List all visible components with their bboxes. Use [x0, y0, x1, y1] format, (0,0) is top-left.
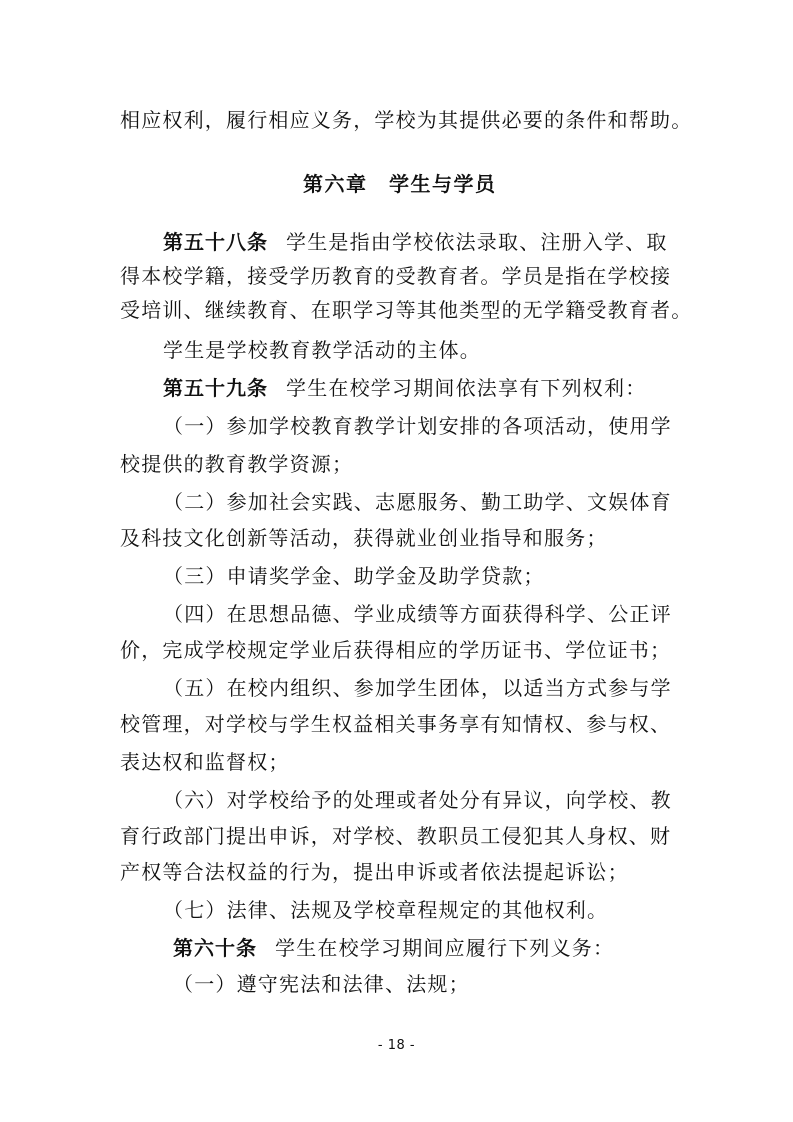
article-58-line-2: 得本校学籍，接受学历教育的受教育者。学员是指在学校接: [120, 264, 672, 288]
chapter-title: 第六章 学生与学员: [303, 172, 497, 196]
article-59-item-1a: （一）参加学校教育教学计划安排的各项活动，使用学: [163, 414, 672, 438]
article-59-item-4a: （四）在思想品德、学业成绩等方面获得科学、公正评: [163, 602, 672, 626]
article-59-item-2a: （二）参加社会实践、志愿服务、勤工助学、文娱体育: [163, 490, 672, 514]
article-59-item-2b: 及科技文化创新等活动，获得就业创业指导和服务；: [120, 526, 608, 550]
continuation-paragraph: 相应权利，履行相应义务，学校为其提供必要的条件和帮助。: [120, 108, 693, 132]
article-60-intro: 学生在校学习期间应履行下列义务：: [275, 936, 615, 960]
article-59-item-4b: 价，完成学校规定学业后获得相应的学历证书、学位证书；: [120, 638, 672, 662]
article-59-item-6c: 产权等合法权益的行为，提出申诉或者依法提起诉讼；: [120, 860, 629, 884]
article-59-intro: 学生在校学习期间依法享有下列权利：: [286, 376, 647, 400]
article-59-heading: 第五十九条: [163, 376, 268, 400]
article-58-line-4: 学生是学校教育教学活动的主体。: [163, 338, 481, 362]
article-59-item-1b: 校提供的教育教学资源；: [120, 452, 354, 476]
article-58-line-3: 受培训、继续教育、在职学习等其他类型的无学籍受教育者。: [120, 298, 693, 322]
article-58-line-1: [163, 230, 668, 254]
article-58-heading: 第五十八条: [163, 230, 268, 254]
article-59-line-1: [163, 376, 646, 400]
article-59-item-5b: 校管理，对学校与学生权益相关事务享有知情权、参与权、: [120, 712, 672, 736]
article-60-heading: 第六十条: [173, 936, 257, 960]
article-59-item-7: （七）法律、法规及学校章程规定的其他权利。: [163, 898, 609, 922]
article-59-item-5c: 表达权和监督权；: [120, 750, 290, 774]
article-60-item-1: （一）遵守宪法和法律、法规；: [173, 972, 470, 996]
page-number: - 18 -: [377, 1038, 416, 1053]
article-58-text: 学生是指由学校依法录取、注册入学、取: [286, 230, 668, 254]
article-59-item-6a: （六）对学校给予的处理或者处分有异议，向学校、教: [163, 788, 672, 812]
article-59-item-3: （三）申请奖学金、助学金及助学贷款；: [163, 564, 545, 588]
article-60-line-1: [173, 936, 614, 960]
article-59-item-6b: 育行政部门提出申诉，对学校、教职员工侵犯其人身权、财: [120, 824, 672, 848]
article-59-item-5a: （五）在校内组织、参加学生团体，以适当方式参与学: [163, 676, 672, 700]
